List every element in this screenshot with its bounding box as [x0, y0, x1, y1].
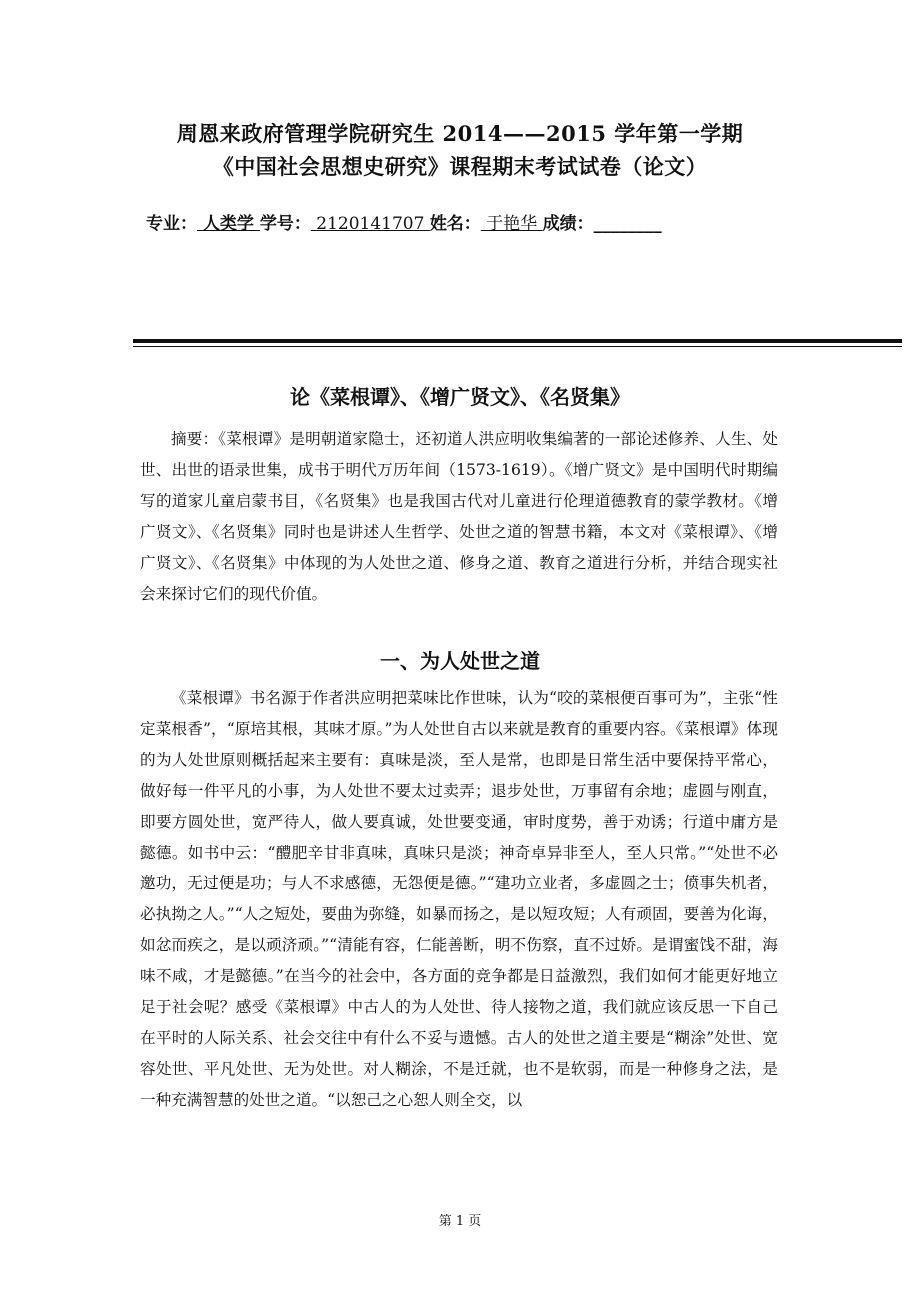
score-label: 成绩： [542, 214, 594, 234]
name-value: 于艳华 [480, 214, 543, 234]
exam-title-line2: 《中国社会思想史研究》课程期末考试试卷（论文） [212, 154, 708, 179]
exam-title-line1: 周恩来政府管理学院研究生 2014——2015 学年第一学期 [176, 121, 744, 146]
abstract-paragraph: 摘要：《菜根谭》是明朝道家隐士，还初道人洪应明收集编著的一部论述修养、人生、处世、出世的语录世集，成书于明代万历年间（1573-1619）。《增广贤文》是中国明代时期编写的道家儿童启蒙书目，《名贤集》也是我国古代对儿童进行伦理道德教育的蒙学教材。《增广贤文》、《名贤集》同时也是讲述人生哲学、处世之道的智慧书籍，本文对《菜根谭》、《增广贤文》、《名贤集》中体现的为人处世之道、修身之道、教育之道进行分析，并结合现实社会来探讨它们的现代价值。 [140, 430, 778, 603]
divider-thin [133, 346, 902, 347]
major-value: 人类学 [197, 214, 260, 234]
student-id-value: 2120141707 [310, 214, 430, 234]
major-label: 专业： [146, 214, 197, 234]
body-paragraph: 《菜根谭》书名源于作者洪应明把菜味比作世味，认为“咬的菜根便百事可为”，主张“性定菜根香”，“原培其根，其味才原。”为人处世自古以来就是教育的重要内容。《菜根谭》体现的为人处世原则概括起来主要有：真味是淡，至人是常，也即是日常生活中要保持平常心，做好每一件平凡的小事，为人处世不要太过卖弄；退步处世，万事留有余地；虚圆与刚直，即要方圆处世，宽严待人，做人要真诚，处世要变通，审时度势，善于劝诱；行道中庸方是懿德。如书中云：“醴肥辛甘非真味，真味只是淡；神奇卓异非至人，至人只常。”“处世不必邀功，无过便是功；与人不求感德，无怨便是德。”“建功立业者，多虚圆之士；偾事失机者，必执拗之人。”“人之短处，要曲为弥缝，如暴而扬之，是以短攻短；人有顽固，要善为化诲，如忿而疾之，是以顽济顽。”“清能有容，仁能善断，明不伤察，直不过娇。是谓蜜饯不甜，海味不咸，才是懿德。”在当今的社会中，各方面的竞争都是日益激烈，我们如何才能更好地立足于社会呢？感受《菜根谭》中古人的为人处世、待人接物之道，我们就应该反思一下自己在平时的人际关系、社会交往中有什么不妥与遗憾。古人的处世之道主要是“糊涂”处世、宽容处世、平凡处世、无为处世。对人糊涂，不是迁就，也不是软弱，而是一种修身之法，是一种充满智慧的处世之道。“以恕己之心恕人则全交，以 [140, 689, 778, 1109]
divider-thick [133, 339, 902, 343]
score-value: ________ [593, 214, 662, 234]
name-label: 姓名： [429, 214, 481, 234]
student-info-line [146, 209, 662, 234]
article-title: 论《菜根谭》、《增广贤文》、《名贤集》 [290, 385, 630, 409]
student-id-label: 学号： [259, 214, 311, 234]
page-number: 第 1 页 [438, 1214, 482, 1229]
section-heading: 一、为人处世之道 [380, 649, 540, 673]
